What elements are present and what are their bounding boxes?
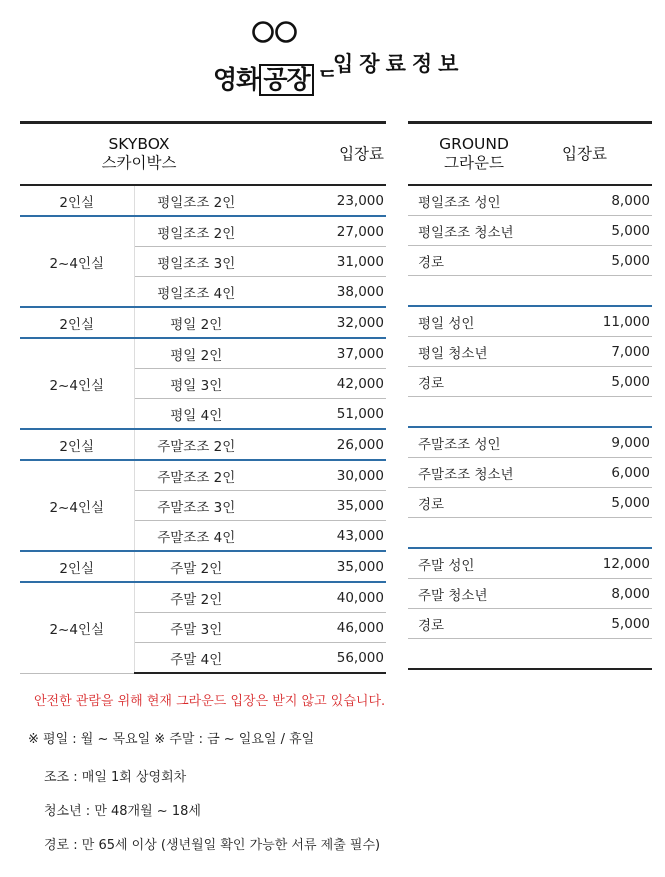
- price-cell: 35,000: [258, 491, 386, 521]
- price-cell: [540, 397, 652, 428]
- table-row: [408, 609, 652, 639]
- table-row: [408, 185, 652, 216]
- ticket-type-cell: 평일조조 2인: [134, 185, 258, 216]
- jojo-definition: 조조 : 매일 1회 상영회차: [44, 770, 187, 785]
- skybox-table-body: [20, 185, 386, 673]
- room-type-cell: 2인실: [20, 551, 134, 582]
- skybox-header-name: [20, 123, 258, 186]
- price-cell: 31,000: [258, 247, 386, 277]
- price-cell: 5,000: [540, 367, 652, 397]
- ground-header-row: [408, 123, 652, 186]
- ground-table-body: [408, 185, 652, 669]
- table-row: [408, 397, 652, 428]
- price-cell: 51,000: [258, 399, 386, 430]
- camera-icon: [250, 20, 310, 48]
- room-type-cell: 2~4인실: [20, 460, 134, 551]
- price-cell: 5,000: [540, 246, 652, 276]
- table-row: [20, 460, 386, 491]
- room-type-cell: 2~4인실: [20, 582, 134, 673]
- ticket-type-cell: 주말조조 청소년: [408, 458, 540, 488]
- ticket-type-cell: 평일 성인: [408, 306, 540, 337]
- table-row: [408, 276, 652, 307]
- skybox-name-en: SKYBOX: [108, 135, 170, 153]
- skybox-header-row: [20, 123, 386, 186]
- table-row: [408, 306, 652, 337]
- ticket-type-cell: 평일 3인: [134, 369, 258, 399]
- ticket-type-cell: 경로: [408, 609, 540, 639]
- price-cell: 27,000: [258, 216, 386, 247]
- ticket-type-cell: 평일조조 청소년: [408, 216, 540, 246]
- price-cell: 37,000: [258, 338, 386, 369]
- room-type-cell: 2인실: [20, 185, 134, 216]
- table-row: [408, 337, 652, 367]
- table-row: [408, 458, 652, 488]
- ticket-type-cell: 주말 4인: [134, 643, 258, 674]
- price-cell: [540, 518, 652, 549]
- table-row: [408, 216, 652, 246]
- page-title: 입장료정보: [333, 52, 465, 76]
- ground-header-name: [408, 123, 540, 186]
- skybox-name-ko: 스카이박스: [101, 154, 177, 172]
- price-cell: 26,000: [258, 429, 386, 460]
- ticket-type-cell: 평일 2인: [134, 338, 258, 369]
- brand-pre: 영화: [213, 65, 260, 94]
- table-row: [408, 488, 652, 518]
- price-cell: 43,000: [258, 521, 386, 552]
- ground-price-table: [408, 121, 652, 670]
- ticket-type-cell: 평일조조 4인: [134, 277, 258, 308]
- table-row: [408, 639, 652, 670]
- price-cell: 6,000: [540, 458, 652, 488]
- skybox-price-table: [20, 121, 386, 674]
- table-row: [20, 216, 386, 247]
- price-cell: 8,000: [540, 185, 652, 216]
- ticket-type-cell: [408, 518, 540, 549]
- ground-name-en: GROUND: [439, 135, 509, 153]
- price-cell: 32,000: [258, 307, 386, 338]
- price-cell: 38,000: [258, 277, 386, 308]
- price-cell: [540, 639, 652, 670]
- price-cell: 56,000: [258, 643, 386, 674]
- room-type-cell: 2인실: [20, 429, 134, 460]
- table-row: [408, 367, 652, 397]
- table-row: [408, 548, 652, 579]
- price-cell: [540, 276, 652, 307]
- room-type-cell: 2인실: [20, 307, 134, 338]
- ticket-type-cell: 경로: [408, 367, 540, 397]
- table-row: [408, 518, 652, 549]
- room-type-cell: 2~4인실: [20, 216, 134, 307]
- ticket-type-cell: 평일 2인: [134, 307, 258, 338]
- ticket-type-cell: 평일조조 3인: [134, 247, 258, 277]
- table-row: [408, 246, 652, 276]
- ticket-type-cell: 주말 3인: [134, 613, 258, 643]
- ticket-type-cell: 주말조조 4인: [134, 521, 258, 552]
- table-row: [20, 307, 386, 338]
- ticket-type-cell: 주말조조 3인: [134, 491, 258, 521]
- price-cell: 8,000: [540, 579, 652, 609]
- price-cell: 35,000: [258, 551, 386, 582]
- ticket-type-cell: [408, 397, 540, 428]
- price-cell: 23,000: [258, 185, 386, 216]
- table-row: [20, 551, 386, 582]
- ticket-type-cell: 주말 성인: [408, 548, 540, 579]
- brand-box: 공장: [259, 64, 313, 96]
- senior-definition: 경로 : 만 65세 이상 (생년월일 확인 가능한 서류 제출 필수): [44, 838, 381, 853]
- ticket-type-cell: 주말 2인: [134, 582, 258, 613]
- price-cell: 5,000: [540, 216, 652, 246]
- ground-name-ko: 그라운드: [444, 154, 504, 172]
- price-cell: 9,000: [540, 427, 652, 458]
- ticket-type-cell: 주말 2인: [134, 551, 258, 582]
- ticket-type-cell: 평일 4인: [134, 399, 258, 430]
- weekday-weekend-note: ※ 평일 : 월 ~ 목요일 ※ 주말 : 금 ~ 일요일 / 휴일: [28, 732, 315, 747]
- table-row: [408, 427, 652, 458]
- price-cell: 5,000: [540, 609, 652, 639]
- brand-tail: ᄃ: [316, 69, 337, 94]
- price-cell: 46,000: [258, 613, 386, 643]
- ticket-type-cell: [408, 639, 540, 670]
- brand-wordmark: [213, 60, 337, 96]
- price-cell: 12,000: [540, 548, 652, 579]
- ticket-type-cell: 경로: [408, 246, 540, 276]
- ticket-type-cell: 주말 청소년: [408, 579, 540, 609]
- room-type-cell: 2~4인실: [20, 338, 134, 429]
- ticket-type-cell: 주말조조 2인: [134, 460, 258, 491]
- ticket-type-cell: 경로: [408, 488, 540, 518]
- price-cell: 5,000: [540, 488, 652, 518]
- table-row: [20, 582, 386, 613]
- ticket-type-cell: 주말조조 성인: [408, 427, 540, 458]
- skybox-header-price: 입장료: [339, 144, 384, 163]
- table-row: [20, 429, 386, 460]
- price-cell: 40,000: [258, 582, 386, 613]
- price-cell: 30,000: [258, 460, 386, 491]
- table-row: [408, 579, 652, 609]
- page-header: [0, 0, 665, 110]
- table-row: [20, 338, 386, 369]
- ground-header-price: 입장료: [562, 144, 607, 163]
- ticket-type-cell: 주말조조 2인: [134, 429, 258, 460]
- youth-definition: 청소년 : 만 48개월 ~ 18세: [44, 804, 201, 819]
- ground-closed-notice: 안전한 관람을 위해 현재 그라운드 입장은 받지 않고 있습니다.: [34, 694, 386, 709]
- price-cell: 7,000: [540, 337, 652, 367]
- ticket-type-cell: 평일조조 성인: [408, 185, 540, 216]
- ticket-type-cell: 평일 청소년: [408, 337, 540, 367]
- price-cell: 42,000: [258, 369, 386, 399]
- price-cell: 11,000: [540, 306, 652, 337]
- ticket-type-cell: 평일조조 2인: [134, 216, 258, 247]
- table-row: [20, 185, 386, 216]
- ticket-type-cell: [408, 276, 540, 307]
